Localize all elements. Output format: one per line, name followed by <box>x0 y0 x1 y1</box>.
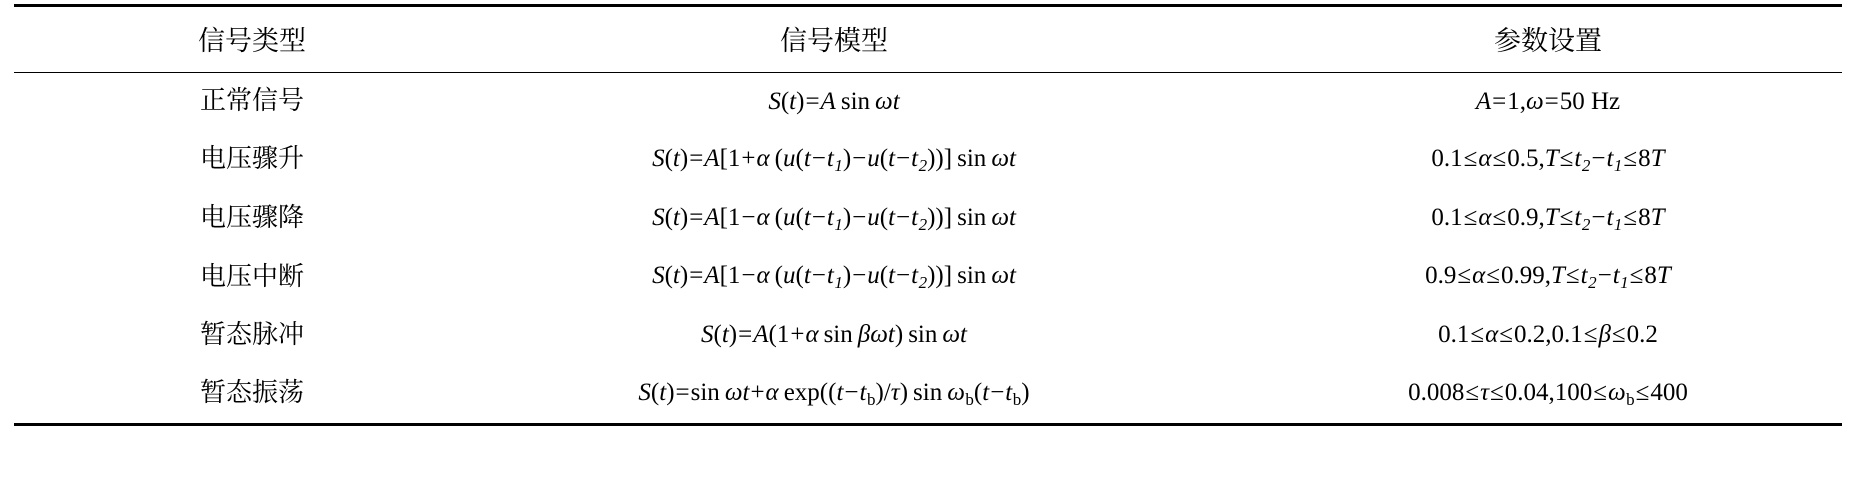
cell-parameter-settings <box>1254 248 1842 307</box>
signal-model-formula: S(t)=A sin ωt <box>768 87 900 115</box>
cell-parameter-settings <box>1254 307 1842 365</box>
cell-signal-model <box>414 248 1254 307</box>
signal-type-label: 电压骤降 <box>199 202 304 233</box>
column-header-parameter-settings-label: 参数设置 <box>1494 26 1602 57</box>
table-header <box>14 6 1842 73</box>
cell-signal-model <box>414 131 1254 190</box>
cell-parameter-settings <box>1254 73 1842 131</box>
signal-model-formula: S(t)=sin ωt+α $\exp((t-t_b)/\tau)$ $\sin \omega_b(t-t_b)$ <box>638 378 1030 409</box>
signal-model-formula: S(t)=A[1−α $(u(t-t_1)-u(t-t_2))$] sin ωt <box>652 262 1016 293</box>
cell-parameter-settings <box>1254 190 1842 249</box>
cell-signal-type <box>14 190 414 249</box>
signal-model-formula: S(t)=A[1+α $(u(t-t_1)-u(t-t_2))$] sin ωt <box>652 144 1016 175</box>
parameter-settings-formula: $0.1\le\alpha\le 0.9,T\le t_2-t_1\le 8T$ <box>1431 203 1665 234</box>
table-row <box>14 73 1842 131</box>
table-row <box>14 190 1842 249</box>
cell-signal-type <box>14 307 414 365</box>
signal-type-label: 暂态脉冲 <box>199 319 304 350</box>
cell-signal-type <box>14 365 414 425</box>
cell-signal-model <box>414 365 1254 425</box>
parameter-settings-formula: $0.9\le\alpha\le 0.99,T\le t_2-t_1\le 8T$ <box>1425 262 1671 293</box>
parameter-settings-formula: A=1,ω=50 Hz <box>1475 87 1621 115</box>
parameter-settings-formula: 0.1≤α≤0.2,0.1≤β≤0.2 <box>1438 321 1658 349</box>
cell-parameter-settings <box>1254 365 1842 425</box>
signal-type-label: 暂态振荡 <box>199 378 304 409</box>
parameter-settings-formula: $0.1\le\alpha\le 0.5,T\le t_2-t_1\le 8T$ <box>1431 144 1665 175</box>
table-row <box>14 131 1842 190</box>
signal-type-label: 电压中断 <box>199 261 304 292</box>
column-header-signal-type-label: 信号类型 <box>198 26 306 57</box>
table-row <box>14 248 1842 307</box>
cell-signal-type <box>14 131 414 190</box>
cell-signal-model <box>414 190 1254 249</box>
parameter-settings-formula: $0.008\le\tau\le 0.04,100\le\omega_b\le 400$ <box>1408 378 1688 409</box>
cell-signal-type <box>14 73 414 131</box>
table-header-row <box>14 6 1842 73</box>
cell-signal-model <box>414 307 1254 365</box>
signal-model-formula: S(t)=A(1+α sin βωt) sin ωt <box>701 321 967 349</box>
signal-type-label: 正常信号 <box>199 86 304 116</box>
cell-signal-type <box>14 248 414 307</box>
signal-model-formula: S(t)=A[1−α $(u(t-t_1)-u(t-t_2))$] sin ωt <box>652 203 1016 234</box>
signal-model-table <box>14 4 1842 426</box>
table-body <box>14 73 1842 425</box>
table-container <box>0 4 1856 484</box>
signal-type-label: 电压骤升 <box>199 144 304 175</box>
column-header-signal-model-label: 信号模型 <box>780 26 888 57</box>
cell-parameter-settings <box>1254 131 1842 190</box>
table-row <box>14 307 1842 365</box>
column-header-signal-model <box>414 6 1254 73</box>
cell-signal-model <box>414 73 1254 131</box>
table-row <box>14 365 1842 425</box>
column-header-signal-type <box>14 6 414 73</box>
column-header-parameter-settings <box>1254 6 1842 73</box>
